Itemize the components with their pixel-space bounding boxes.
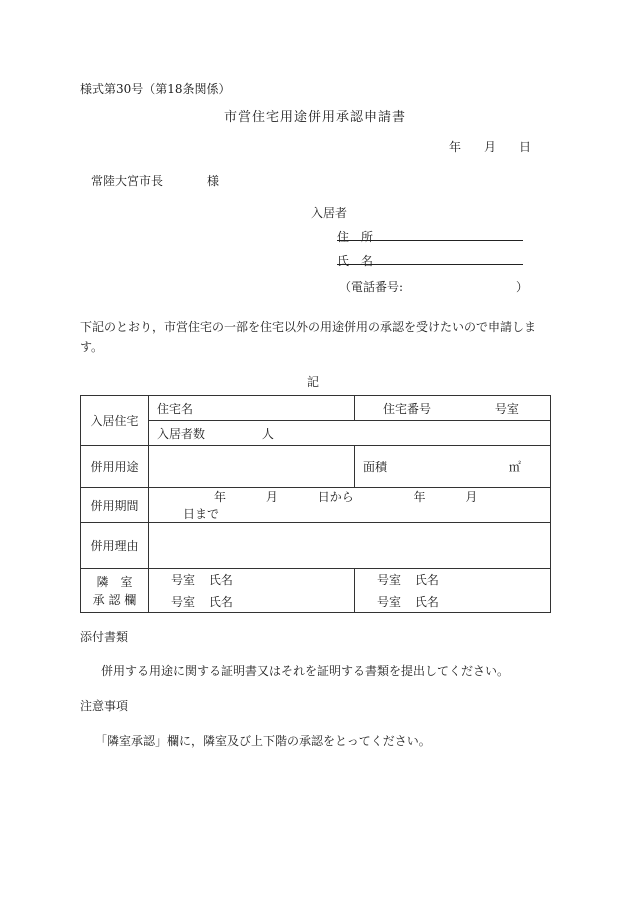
name-field[interactable]	[337, 264, 523, 265]
neighbor-room-4: 号室	[377, 594, 402, 609]
housing-name-cell[interactable]	[149, 396, 355, 421]
period-month-to: 月	[465, 490, 478, 504]
phone-label: （電話番号:	[339, 280, 404, 294]
housing-number-cell[interactable]	[355, 396, 551, 421]
use-field[interactable]	[149, 446, 355, 488]
area-label: 面積	[363, 460, 388, 474]
neighbor-room-2: 号室	[377, 573, 402, 588]
housing-number-label: 住宅番号	[383, 401, 432, 416]
notes-heading: 注意事項	[80, 699, 129, 713]
neighbor-label-line1: 隣 室	[96, 574, 133, 589]
area-cell[interactable]	[355, 446, 551, 488]
housing-name-label: 住宅名	[157, 401, 194, 416]
use-label: 併用用途	[81, 446, 149, 488]
neighbor-name-1: 氏名	[208, 573, 233, 588]
area-unit: ㎡	[508, 460, 521, 474]
residence-label: 入居住宅	[81, 396, 149, 446]
occupants-label: 入居者数	[157, 426, 206, 441]
addressee-honorific: 様	[207, 174, 220, 188]
notes-text: 「隣室承認」欄に，隣室及び上下階の承認をとってください。	[95, 734, 431, 748]
neighbor-label	[81, 569, 149, 613]
reason-field[interactable]	[149, 523, 551, 569]
period-year-to: 年	[413, 490, 426, 504]
period-month-from: 月	[265, 490, 278, 504]
room-suffix: 号室	[494, 401, 519, 416]
address-label: 住 所	[337, 230, 374, 244]
attachments-heading: 添付書類	[80, 630, 129, 644]
neighbor-approval-2[interactable]	[355, 569, 551, 591]
neighbor-name-3: 氏名	[208, 594, 233, 609]
date-day[interactable]: 日	[519, 140, 532, 154]
applicant-heading: 入居者	[311, 206, 348, 220]
reason-label: 併用理由	[81, 523, 149, 569]
period-label: 併用期間	[81, 488, 149, 523]
date-year[interactable]: 年	[449, 140, 462, 154]
persons-unit: 人	[261, 426, 274, 441]
application-table	[80, 395, 551, 613]
neighbor-approval-3[interactable]	[149, 591, 355, 613]
phone-field[interactable]	[412, 278, 512, 292]
address-field[interactable]	[337, 240, 523, 241]
occupants-cell[interactable]	[149, 421, 551, 446]
name-label: 氏 名	[337, 254, 374, 268]
neighbor-room-3: 号室	[171, 594, 196, 609]
neighbor-label-line2: 承 認 欄	[92, 592, 137, 607]
attachments-text: 併用する用途に関する証明書又はそれを証明する書類を提出してください。	[101, 664, 510, 678]
period-from: 日から	[317, 490, 354, 504]
page-title: 市営住宅用途併用承認申請書	[223, 110, 406, 125]
phone-close: ）	[516, 280, 529, 294]
date-month[interactable]: 月	[484, 140, 497, 154]
period-until: 日まで	[183, 507, 220, 521]
neighbor-approval-4[interactable]	[355, 591, 551, 613]
request-text: 下記のとおり，市営住宅の一部を住宅以外の用途併用の承認を受けたいので申請します。	[80, 320, 537, 354]
neighbor-room-1: 号室	[171, 573, 196, 588]
neighbor-name-4: 氏名	[414, 594, 439, 609]
neighbor-name-2: 氏名	[414, 573, 439, 588]
addressee-name: 常陸大宮市長	[91, 174, 164, 188]
record-mark: 記	[307, 375, 320, 389]
form-number: 様式第30号（第18条関係）	[80, 82, 231, 96]
period-cell[interactable]	[149, 488, 551, 523]
period-year-from: 年	[214, 490, 227, 504]
neighbor-approval-1[interactable]	[149, 569, 355, 591]
